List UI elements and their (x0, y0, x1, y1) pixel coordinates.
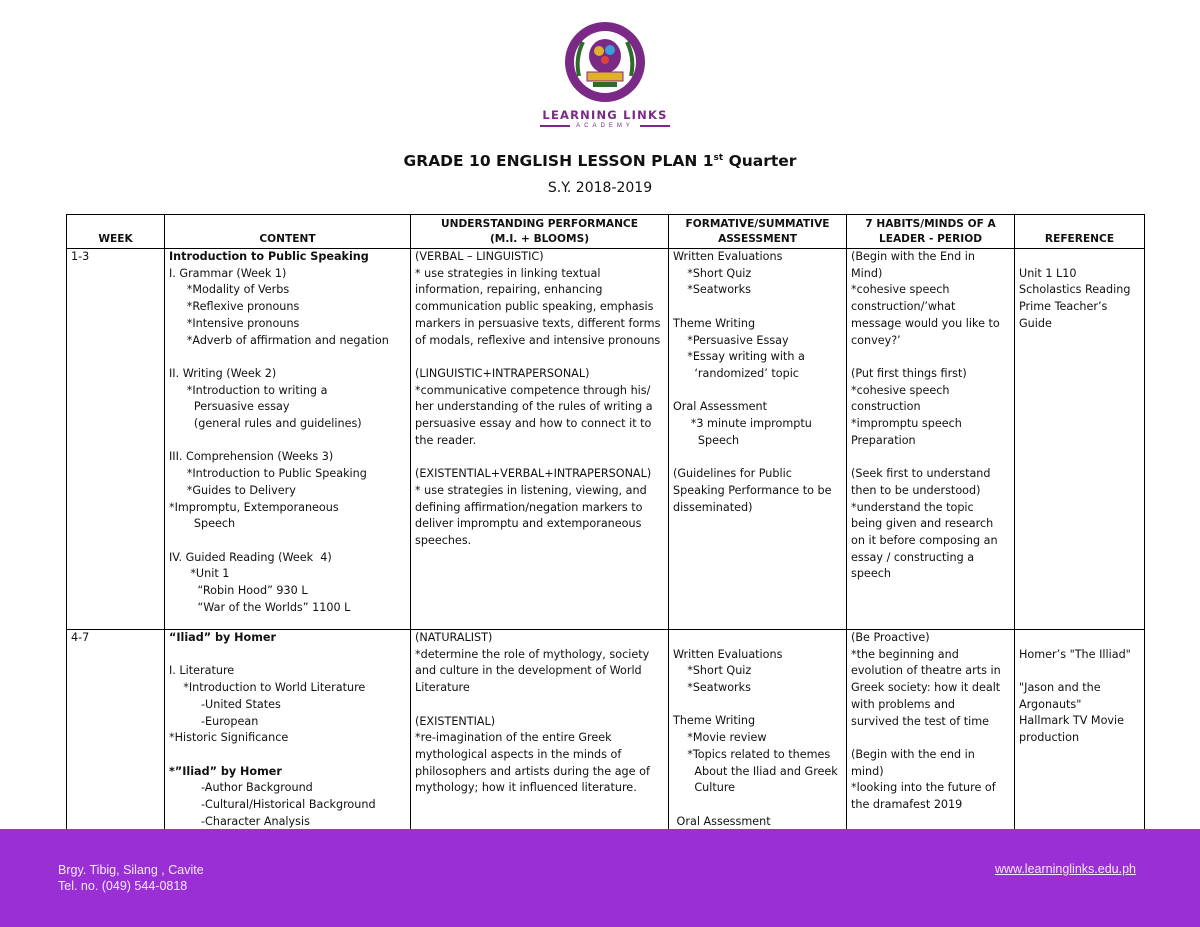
cell-line: *Topics related to themes (673, 747, 831, 761)
cell-line: speech (851, 567, 891, 581)
cell-line: of modals, reflexive and intensive pronouns (415, 333, 661, 347)
cell-line: Written Evaluations (673, 250, 783, 263)
cell-line (1019, 630, 1140, 647)
cell-line: defining affirmation/negation markers to (415, 500, 643, 514)
academy-emblem-icon (563, 20, 647, 104)
cell-line: being given and research (851, 517, 994, 531)
divider-line (640, 125, 670, 127)
table-row (67, 630, 1145, 831)
cell-line (673, 797, 842, 814)
cell-line: Hallmark TV Movie (1019, 714, 1125, 728)
cell-line: information, repairing, enhancing (415, 283, 603, 297)
cell-line: Mind) (851, 266, 883, 280)
content-cell (165, 630, 411, 831)
cell-line: construction/’what (851, 300, 956, 314)
cell-line: disseminated) (673, 500, 753, 514)
cell-line: (EXISTENTIAL+VERBAL+INTRAPERSONAL) (415, 467, 652, 481)
cell-line: mythological aspects in the minds of (415, 747, 622, 761)
cell-line: (Put first things first) (851, 366, 967, 380)
footer-website-link[interactable]: www.learninglinks.edu.ph (994, 862, 1136, 876)
header-content: CONTENT (165, 215, 411, 249)
brand-name: LEARNING LINKS (542, 108, 668, 122)
cell-line: *the beginning and (851, 647, 959, 661)
cell-line: -Cultural/Historical Background (169, 798, 376, 811)
cell-line (169, 533, 406, 550)
cell-line (169, 647, 406, 664)
cell-line: *looking into the future of (851, 781, 996, 795)
cell-line: IV. Guided Reading (Week 4) (169, 550, 332, 564)
cell-line: III. Comprehension (Weeks 3) (169, 450, 334, 464)
cell-line: "Jason and the (1019, 681, 1101, 695)
cell-line: *Persuasive Essay (673, 333, 789, 347)
header-assessment: FORMATIVE/SUMMATIVE ASSESSMENT (669, 215, 847, 249)
brand-subtitle: ACADEMY (576, 123, 634, 129)
content-cell (165, 249, 411, 630)
cell-line: (Begin with the end in (851, 747, 975, 761)
cell-line: Preparation (851, 433, 916, 447)
cell-line: *3 minute impromptu (673, 417, 812, 430)
footer-address: Brgy. Tibig, Silang , Cavite (58, 863, 204, 877)
cell-line: *Intensive pronouns (169, 316, 300, 330)
cell-line: *Short Quiz (673, 664, 752, 678)
document-title (0, 152, 1200, 170)
cell-line: speeches. (415, 533, 472, 547)
cell-line: Written Evaluations (673, 647, 783, 661)
cell-line: Literature (415, 681, 470, 695)
cell-line: Introduction to Public Speaking (169, 250, 369, 263)
cell-line: Theme Writing (673, 316, 756, 330)
lesson-plan-table (66, 214, 1145, 831)
cell-line: *Unit 1 (169, 567, 230, 581)
cell-line: (Guidelines for Public (673, 467, 792, 481)
cell-line: persuasive essay and how to connect it to (415, 417, 652, 431)
understanding-cell (411, 630, 669, 831)
assessment-cell (669, 249, 847, 630)
cell-line: *”Iliad” by Homer (169, 764, 282, 778)
cell-line: (Begin with the End in (851, 250, 976, 263)
brand-subtitle-row (540, 123, 670, 129)
cell-line: *Short Quiz (673, 266, 752, 280)
cell-line: Culture (673, 781, 736, 795)
cell-line: *Modality of Verbs (169, 283, 290, 297)
cell-line: (Be Proactive) (851, 631, 930, 644)
footer-contact (58, 862, 204, 894)
cell-line: * use strategies in listening, viewing, and (415, 483, 647, 497)
cell-line: I. Literature (169, 664, 235, 678)
cell-line: Persuasive essay (169, 400, 290, 414)
cell-line: Prime Teacher’s (1019, 300, 1108, 314)
school-logo (540, 20, 670, 129)
assessment-cell (669, 630, 847, 831)
cell-line: *Introduction to Public Speaking (169, 467, 367, 481)
cell-line: (EXISTENTIAL) (415, 714, 496, 728)
cell-line (169, 433, 406, 450)
title-main: GRADE 10 ENGLISH LESSON PLAN 1 (403, 152, 714, 170)
cell-line: deliver impromptu and extemporaneous (415, 517, 642, 531)
cell-line: Scholastics Reading (1019, 283, 1131, 297)
cell-line: Oral Assessment (673, 400, 768, 414)
cell-line: essay / constructing a (851, 550, 975, 564)
week-cell: 4-7 (67, 630, 165, 831)
cell-line: the reader. (415, 433, 477, 447)
cell-line: and culture in the development of World (415, 664, 642, 678)
reference-cell (1015, 249, 1145, 630)
cell-line: Theme Writing (673, 714, 756, 728)
cell-line (1019, 249, 1140, 266)
cell-line (851, 730, 1010, 747)
cell-line: *Seatworks (673, 283, 751, 297)
cell-line: survived the test of time (851, 714, 989, 728)
cell-line: -United States (169, 697, 281, 711)
cell-line: markers in persuasive texts, different forms (415, 316, 661, 330)
cell-line (1019, 663, 1140, 680)
cell-line: message would you like to (851, 316, 1000, 330)
cell-line: Argonauts" (1019, 697, 1082, 711)
footer-phone: Tel. no. (049) 544-0818 (58, 879, 188, 893)
understanding-cell (411, 249, 669, 630)
cell-line (673, 299, 842, 316)
cell-line (851, 449, 1010, 466)
cell-line: *Seatworks (673, 681, 751, 695)
cell-line: *Historic Significance (169, 731, 289, 745)
cell-line: then to be understood) (851, 483, 981, 497)
title-superscript: st (713, 152, 724, 163)
cell-line: production (1019, 731, 1080, 745)
cell-line: Guide (1019, 316, 1052, 330)
cell-line: -European (169, 714, 259, 728)
cell-line (415, 349, 664, 366)
cell-line (169, 349, 406, 366)
cell-line (673, 630, 842, 647)
cell-line (415, 697, 664, 714)
cell-line: *determine the role of mythology, society (415, 647, 650, 661)
cell-line: -Character Analysis (169, 814, 310, 828)
header-week: WEEK (67, 215, 165, 249)
cell-line: on it before composing an (851, 533, 998, 547)
cell-line: *re-imagination of the entire Greek (415, 731, 612, 745)
cell-line (673, 697, 842, 714)
cell-line: *Introduction to writing a (169, 383, 328, 397)
cell-line: *Reflexive pronouns (169, 300, 300, 314)
table-header-row (67, 215, 1145, 249)
cell-line: with problems and (851, 697, 956, 711)
cell-line: evolution of theatre arts in (851, 664, 1001, 678)
cell-line: *communicative competence through his/ (415, 383, 651, 397)
cell-line: “War of the Worlds” 1100 L (169, 600, 351, 614)
cell-line: -Author Background (169, 781, 313, 795)
cell-line: Unit 1 L10 (1019, 266, 1077, 280)
cell-line: Oral Assessment (673, 814, 771, 828)
title-end: Quarter (723, 152, 797, 170)
cell-line: *Introduction to World Literature (169, 681, 366, 695)
cell-line: *Guides to Delivery (169, 483, 296, 497)
school-year: S.Y. 2018-2019 (547, 180, 653, 196)
cell-line (851, 349, 1010, 366)
cell-line: her understanding of the rules of writing a (415, 400, 653, 414)
cell-line: construction (851, 400, 921, 414)
divider-line (540, 125, 570, 127)
cell-line: ‘randomized’ topic (673, 366, 799, 380)
cell-line: Homer’s "The Illiad" (1019, 647, 1131, 661)
cell-line: *understand the topic (851, 500, 974, 514)
habits-cell (847, 630, 1015, 831)
cell-line: *Adverb of affirmation and negation (169, 333, 389, 347)
cell-line: I. Grammar (Week 1) (169, 266, 287, 280)
cell-line: Speaking Performance to be (673, 483, 832, 497)
cell-line (673, 449, 842, 466)
cell-line: *Impromptu, Extemporaneous (169, 500, 339, 514)
reference-cell (1015, 630, 1145, 831)
cell-line (169, 747, 406, 764)
header-reference: REFERENCE (1015, 215, 1145, 249)
cell-line: philosophers and artists during the age of (415, 764, 650, 778)
cell-line: “Robin Hood” 930 L (169, 584, 308, 598)
cell-line (415, 449, 664, 466)
cell-line: Speech (169, 517, 236, 531)
cell-line: * use strategies in linking textual (415, 266, 601, 280)
cell-line: mind) (851, 764, 884, 778)
cell-line: (general rules and guidelines) (169, 417, 362, 431)
cell-line: communication public speaking, emphasis (415, 300, 654, 314)
cell-line: mythology; how it influenced literature. (415, 781, 637, 795)
cell-line: Greek society: how it dealt (851, 681, 1001, 695)
cell-line: “Iliad” by Homer (169, 631, 276, 644)
cell-line: *cohesive speech (851, 383, 950, 397)
cell-line (673, 383, 842, 400)
cell-line: *cohesive speech (851, 283, 950, 297)
cell-line: *Movie review (673, 731, 767, 745)
cell-line: Speech (673, 433, 740, 447)
cell-line: convey?’ (851, 333, 901, 347)
cell-line: II. Writing (Week 2) (169, 366, 277, 380)
header-habits: 7 HABITS/MINDS OF A LEADER - PERIOD (847, 215, 1015, 249)
header-understanding-performance: UNDERSTANDING PERFORMANCE (M.I. + BLOOMS) (411, 215, 669, 249)
cell-line: (LINGUISTIC+INTRAPERSONAL) (415, 366, 590, 380)
week-cell: 1-3 (67, 249, 165, 630)
cell-line: (VERBAL – LINGUISTIC) (415, 250, 544, 263)
cell-line: About the Iliad and Greek (673, 764, 838, 778)
cell-line: the dramafest 2019 (851, 798, 963, 812)
table-row (67, 249, 1145, 630)
cell-line: (NATURALIST) (415, 631, 493, 644)
cell-line: (Seek first to understand (851, 467, 991, 481)
cell-line: *impromptu speech (851, 417, 962, 431)
cell-line: *Essay writing with a (673, 350, 805, 364)
habits-cell (847, 249, 1015, 630)
